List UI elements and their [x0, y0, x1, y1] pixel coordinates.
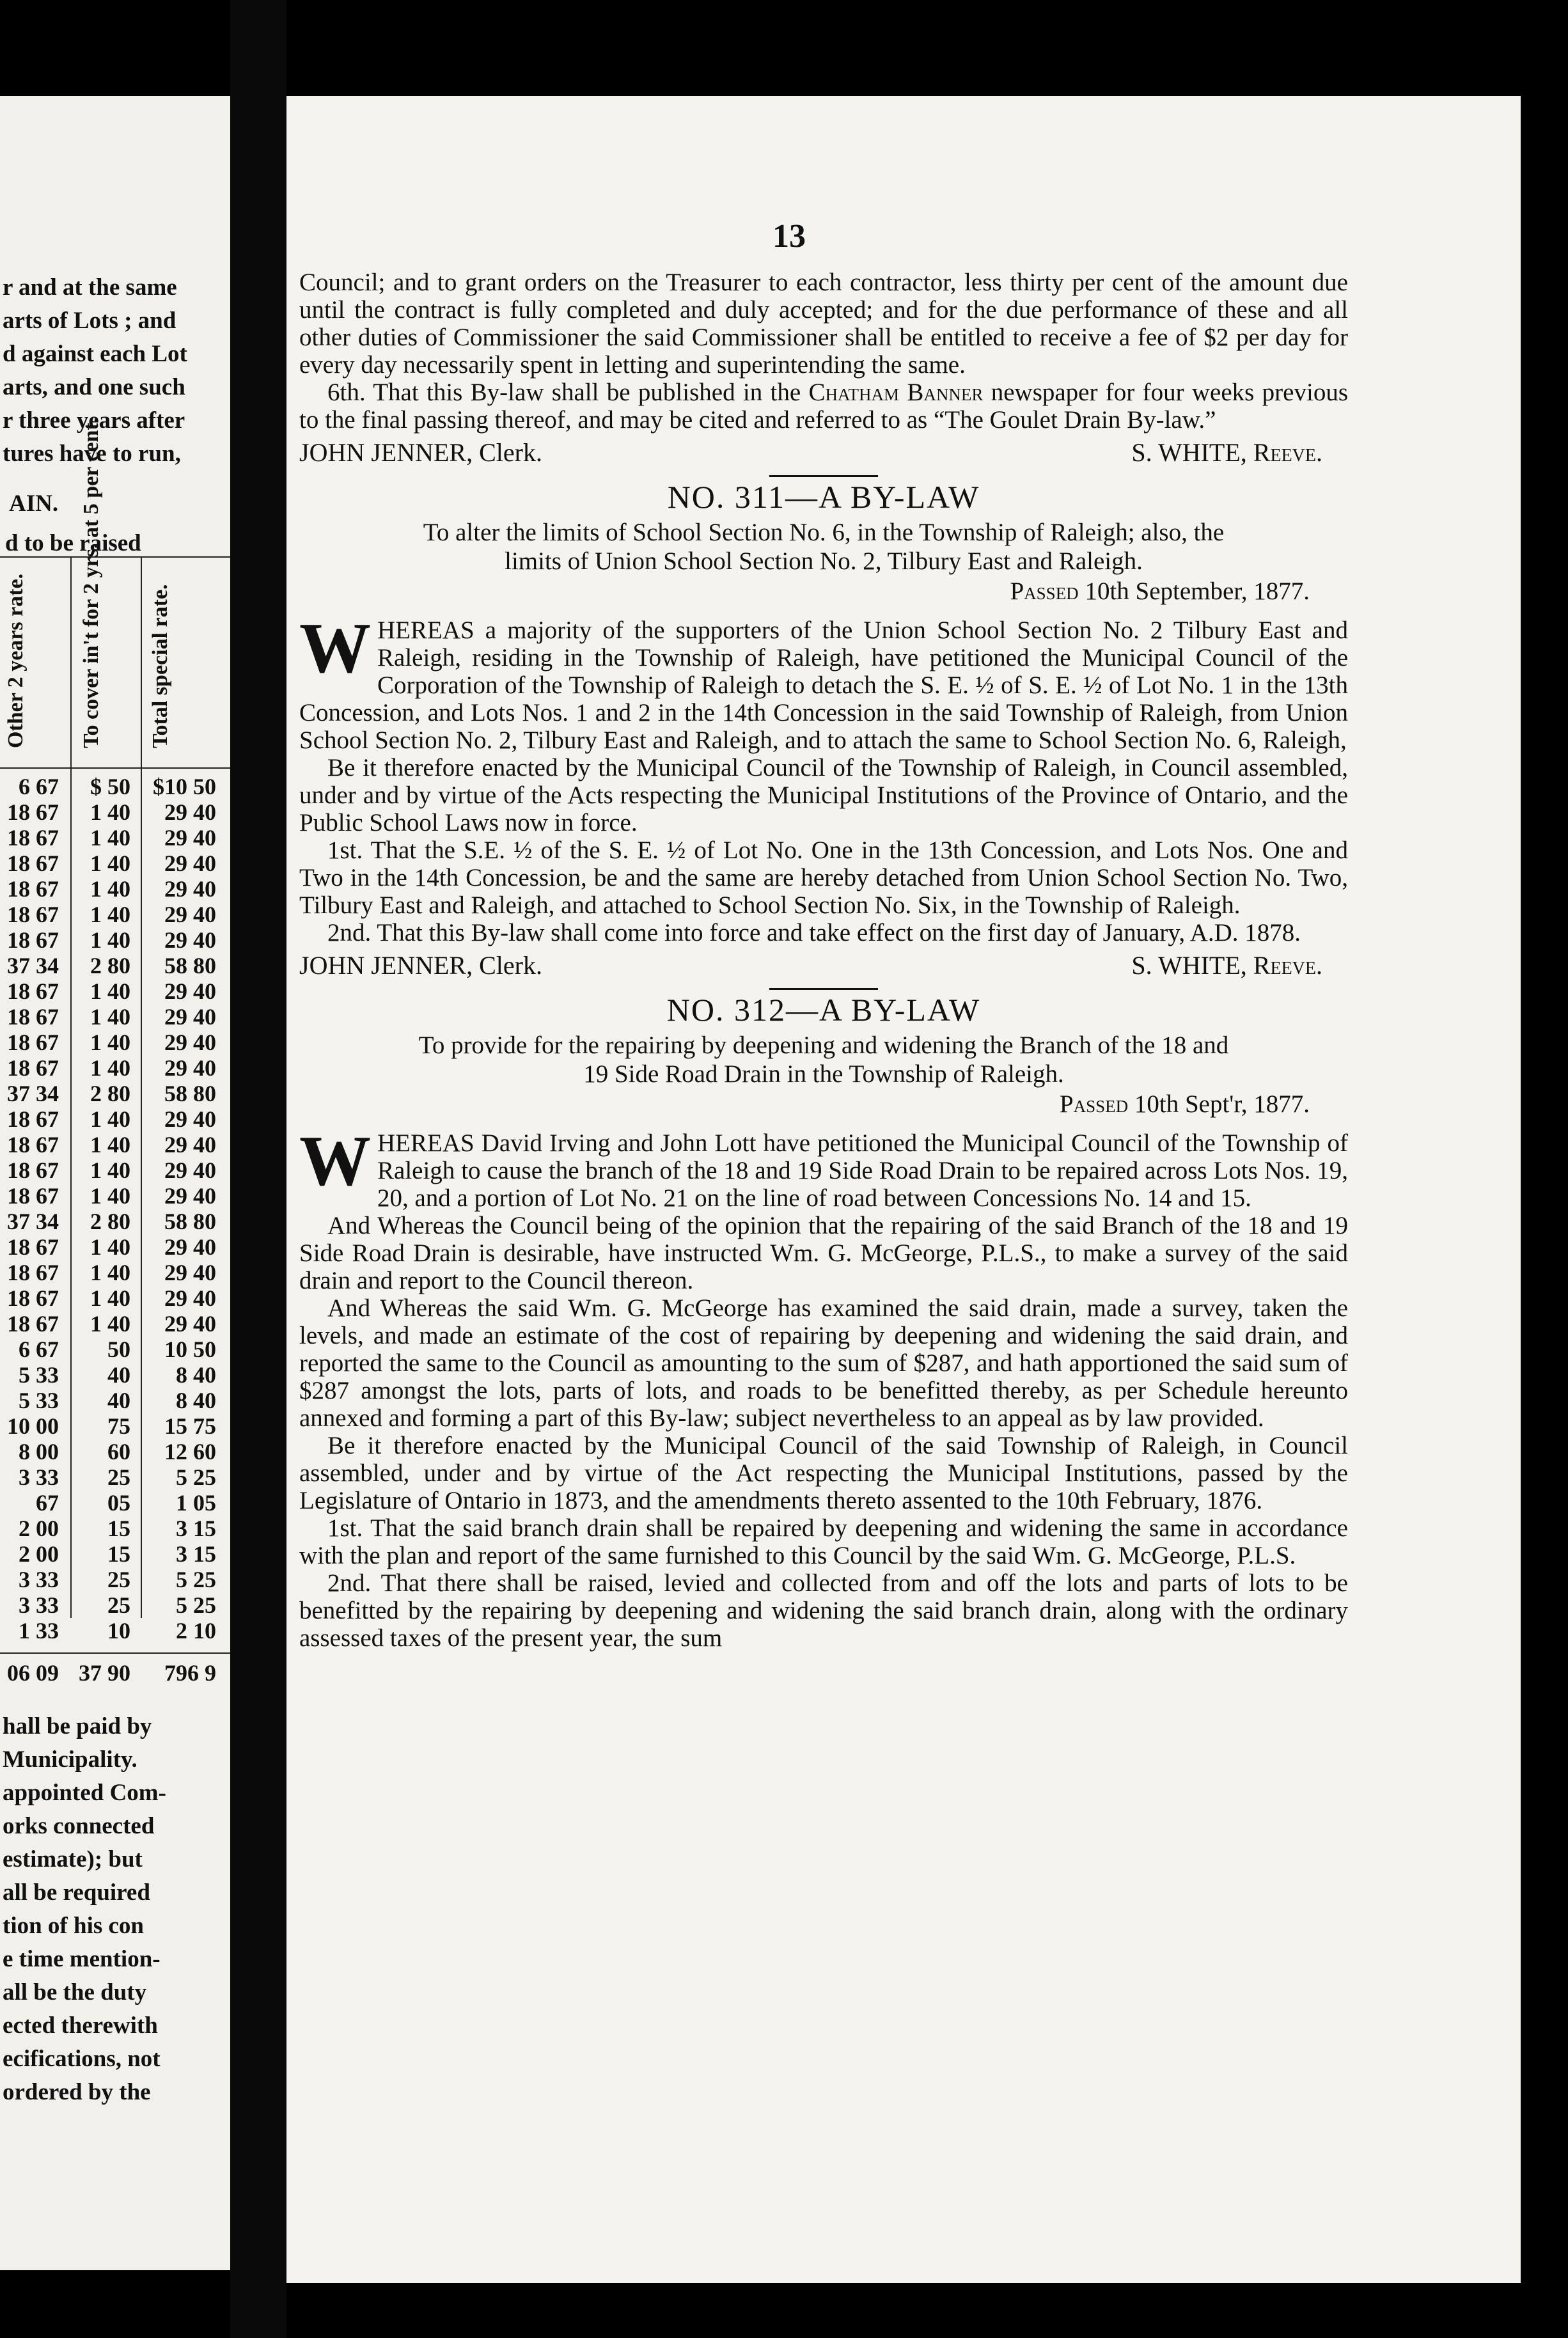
table-cell: 5 25 — [176, 1464, 216, 1490]
table-cell: 25 — [107, 1592, 130, 1618]
bylaw-311-heading: NO. 311—A BY-LAW — [667, 479, 980, 515]
table-row — [0, 1490, 230, 1516]
table-cell: 1 40 — [90, 1055, 130, 1081]
table-cell: 1 40 — [90, 1004, 130, 1030]
table-cell: 18 67 — [7, 1311, 59, 1337]
table-cell: 5 25 — [176, 1567, 216, 1592]
table-row — [0, 1209, 230, 1234]
table-cell: 10 50 — [164, 1337, 216, 1362]
table-cell: 15 75 — [164, 1413, 216, 1439]
table-cell: 1 05 — [176, 1490, 216, 1516]
table-row — [0, 1592, 230, 1618]
table-cell: 8 40 — [176, 1362, 216, 1388]
totals-row — [0, 1660, 230, 1686]
facing-page-line: ecifications, not — [3, 2046, 161, 2072]
reeve-signature: S. WHITE, Reeve. — [1131, 951, 1322, 980]
signature-line — [299, 439, 1348, 466]
table-cell: 25 — [107, 1567, 130, 1592]
table-cell: 29 40 — [164, 1004, 216, 1030]
total-cell: 37 90 — [79, 1660, 130, 1686]
bylaw-311-subtitle-2: limits of Union School Section No. 2, Tilbury East and Raleigh. — [505, 547, 1143, 575]
col-head-interest: To cover in't for 2 yrs. at 5 per cent. — [79, 417, 103, 748]
table-cell: 75 — [107, 1413, 130, 1439]
table-cell: 37 34 — [7, 1081, 59, 1106]
table-cell: 1 40 — [90, 1311, 130, 1337]
table-cell: 18 67 — [7, 799, 59, 825]
table-row — [0, 825, 230, 851]
table-cell: 1 40 — [90, 1234, 130, 1260]
table-row — [0, 1132, 230, 1157]
table-cell: 29 40 — [164, 1311, 216, 1337]
facing-page-line: all be required — [3, 1879, 150, 1906]
table-cell: 37 34 — [7, 953, 59, 978]
table-cell: 29 40 — [164, 876, 216, 902]
table-cell: 29 40 — [164, 1055, 216, 1081]
table-cell: 5 33 — [19, 1362, 59, 1388]
table-cell: 3 33 — [19, 1567, 59, 1592]
facing-page-line: tures have to run, — [3, 441, 181, 467]
facing-page-line: Municipality. — [3, 1746, 137, 1773]
table-cell: 18 67 — [7, 1234, 59, 1260]
facing-page-line: r and at the same — [3, 274, 177, 301]
table-cell: 29 40 — [164, 978, 216, 1004]
bylaw-311-first: 1st. That the S.E. ½ of the S. E. ½ of Lot No. One in the 13th Concession, and Lots Nos. One and Two in the 14th Concession, be and the same are hereby detached from Union School Section No. Two, Tilbury East and Raleigh, and attached to School Section No. Six, in the Township of Raleigh. — [299, 836, 1348, 919]
table-row — [0, 1541, 230, 1567]
table-cell: 6 67 — [19, 774, 59, 799]
table-cell: 58 80 — [164, 1081, 216, 1106]
facing-page-line: orks connected — [3, 1813, 155, 1839]
table-cell: 18 67 — [7, 1055, 59, 1081]
table-cell: 29 40 — [164, 1106, 216, 1132]
table-cell: 18 67 — [7, 1157, 59, 1183]
page-13 — [286, 96, 1521, 2283]
clerk-signature: JOHN JENNER, Clerk. — [299, 438, 542, 467]
table-cell: 18 67 — [7, 1004, 59, 1030]
table-row — [0, 1055, 230, 1081]
table-cell: $ 50 — [90, 774, 130, 799]
table-row — [0, 1464, 230, 1490]
bylaw-312-passed: Passed 10th Sept'r, 1877. — [1059, 1090, 1310, 1118]
table-cell: 2 80 — [90, 1081, 130, 1106]
facing-page-raised: d to be raised — [5, 530, 141, 556]
table-cell: 29 40 — [164, 799, 216, 825]
book-gutter — [230, 0, 286, 2338]
table-row — [0, 1516, 230, 1541]
table-row — [0, 902, 230, 927]
bylaw-312-paragraph-4: Be it therefore enacted by the Municipal Council of the said Township of Raleigh, in Council assembled, under and by virtue of the Act respecting the Municipal Institutions, passed by the Legislature of Ontario in 1873, and the amendments thereto assented to the 10th February, 1876. — [299, 1432, 1348, 1514]
table-row — [0, 799, 230, 825]
reeve-signature: S. WHITE, Reeve. — [1131, 438, 1322, 467]
table-cell: 50 — [107, 1337, 130, 1362]
table-cell: 1 40 — [90, 1157, 130, 1183]
facing-page-line: d against each Lot — [3, 341, 187, 367]
table-cell: 3 15 — [176, 1516, 216, 1541]
table-cell: 1 40 — [90, 851, 130, 876]
table-cell: 29 40 — [164, 1030, 216, 1055]
facing-page-line: estimate); but — [3, 1846, 143, 1872]
table-cell: 58 80 — [164, 1209, 216, 1234]
bylaw-311-enact: Be it therefore enacted by the Municipal Council of the Township of Raleigh, in Council assembled, under and by virtue of the Acts respecting the Municipal Institutions of the Province of Ontario, and the Public School Laws now in force. — [299, 754, 1348, 836]
table-cell: 1 40 — [90, 978, 130, 1004]
table-row — [0, 1106, 230, 1132]
table-cell: 3 15 — [176, 1541, 216, 1567]
bylaw-312-subtitle-2: 19 Side Road Drain in the Township of Raleigh. — [583, 1060, 1064, 1088]
table-row — [0, 876, 230, 902]
section-rule — [769, 475, 878, 477]
table-cell: 1 40 — [90, 1106, 130, 1132]
table-row — [0, 774, 230, 799]
col-head-total-special: Total special rate. — [148, 584, 172, 748]
facing-page-line: hall be paid by — [3, 1713, 152, 1739]
bylaw-311-subtitle-1: To alter the limits of School Section No. 6, in the Township of Raleigh; also, the — [423, 519, 1225, 546]
total-cell: 796 9 — [164, 1660, 216, 1686]
table-cell: 1 40 — [90, 927, 130, 953]
table-row — [0, 1439, 230, 1464]
table-row — [0, 851, 230, 876]
facing-page-line: ordered by the — [3, 2079, 151, 2105]
table-row — [0, 1388, 230, 1413]
table-cell: 29 40 — [164, 851, 216, 876]
bylaw-312-paragraph-2: And Whereas the Council being of the opinion that the repairing of the said Branch of the 18 and 19 Side Road Drain is desirable, have instructed Wm. G. McGeorge, P.L.S., to make a survey of the said drain and report to the Council thereon. — [299, 1212, 1348, 1294]
facing-page-line: arts, and one such — [3, 374, 185, 400]
table-cell: 1 40 — [90, 1260, 130, 1285]
bylaw-312-paragraph-6: 2nd. That there shall be raised, levied and collected from and off the lots and parts of lots to be benefitted by the repairing by deepening and widening the said branch drain, along with the ordinary assessed taxes of the present year, the sum — [299, 1569, 1348, 1652]
bylaw-311-whereas: WHEREAS a majority of the supporters of the Union School Section No. 2 Tilbury East and Raleigh, residing in the Township of Raleigh, have petitioned the Municipal Council of the Corporation of the Township of Raleigh to detach the S. E. ½ of S. E. ½ of Lot No. 1 in the 13th Concession, and Lots Nos. 1 and 2 in the 14th Concession in the said Township of Raleigh, from Union School Section No. 2, Tilbury East and Raleigh, and to attach the same to School Section No. 6, Raleigh, — [299, 609, 1348, 754]
table-cell: 15 — [107, 1516, 130, 1541]
table-cell: 1 40 — [90, 1132, 130, 1157]
table-cell: 1 40 — [90, 825, 130, 851]
table-cell: 60 — [107, 1439, 130, 1464]
table-cell: 3 33 — [19, 1592, 59, 1618]
facing-page — [0, 96, 230, 2270]
intro-paragraph: Council; and to grant orders on the Treasurer to each contractor, less thirty per cent of the amount due until the contract is fully completed and duly accepted; and for the due performance of these and all other duties of Commissioner the said Commissioner shall be entitled to receive a fee of $2 per day for every day necessarily spent in letting and superintending the same. — [299, 269, 1348, 379]
table-cell: 2 80 — [90, 1209, 130, 1234]
table-row — [0, 1567, 230, 1592]
table-cell: 8 40 — [176, 1388, 216, 1413]
table-cell: 37 34 — [7, 1209, 59, 1234]
table-cell: 18 67 — [7, 1183, 59, 1209]
table-cell: 2 00 — [19, 1541, 59, 1567]
table-cell: 29 40 — [164, 1183, 216, 1209]
table-cell: 6 67 — [19, 1337, 59, 1362]
table-row — [0, 1081, 230, 1106]
table-cell: 29 40 — [164, 1260, 216, 1285]
bylaw-312-whereas: WHEREAS David Irving and John Lott have petitioned the Municipal Council of the Township of Raleigh to cause the branch of the 18 and 19 Side Road Drain to be repaired across Lots Nos. 19, 20, and a portion of Lot No. 21 on the line of road between Concessions No. 14 and 15. — [299, 1122, 1348, 1212]
table-cell: 12 60 — [164, 1439, 216, 1464]
table-cell: 58 80 — [164, 953, 216, 978]
table-cell: 2 00 — [19, 1516, 59, 1541]
facing-page-line: ected therewith — [3, 2012, 158, 2039]
table-cell: 29 40 — [164, 1132, 216, 1157]
table-cell: 1 33 — [19, 1618, 59, 1644]
facing-page-line: arts of Lots ; and — [3, 308, 176, 334]
table-cell: 10 00 — [7, 1413, 59, 1439]
drop-cap: W — [299, 1122, 371, 1201]
table-cell: 29 40 — [164, 902, 216, 927]
table-row — [0, 1157, 230, 1183]
clerk-signature: JOHN JENNER, Clerk. — [299, 951, 542, 980]
table-row — [0, 1337, 230, 1362]
table-row — [0, 1234, 230, 1260]
table-cell: 1 40 — [90, 1285, 130, 1311]
total-cell: 06 09 — [7, 1660, 59, 1686]
table-cell: 1 40 — [90, 1030, 130, 1055]
page-content — [299, 269, 1348, 1652]
table-row — [0, 1618, 230, 1644]
bylaw-311-second: 2nd. That this By-law shall come into force and take effect on the first day of January, A.D. 1878. — [327, 919, 1301, 946]
bylaw-312-heading: NO. 312—A BY-LAW — [666, 992, 981, 1028]
table-row — [0, 927, 230, 953]
table-cell: 1 40 — [90, 1183, 130, 1209]
table-row — [0, 1183, 230, 1209]
table-row — [0, 1413, 230, 1439]
table-cell: 18 67 — [7, 902, 59, 927]
newspaper-name: Chatham Banner — [808, 379, 984, 406]
table-cell: 5 33 — [19, 1388, 59, 1413]
facing-page-line: tion of his con — [3, 1913, 145, 1939]
table-cell: 3 33 — [19, 1464, 59, 1490]
table-cell: 18 67 — [7, 1285, 59, 1311]
page-number: 13 — [772, 218, 806, 255]
table-cell: 8 00 — [19, 1439, 59, 1464]
table-cell: 40 — [107, 1362, 130, 1388]
facing-page-line: r three years after — [3, 407, 185, 434]
table-cell: 1 40 — [90, 902, 130, 927]
facing-page-line: e time mention- — [3, 1946, 161, 1972]
table-cell: 18 67 — [7, 876, 59, 902]
bylaw-312-subtitle-1: To provide for the repairing by deepening and widening the Branch of the 18 and — [418, 1032, 1229, 1059]
table-cell: 29 40 — [164, 825, 216, 851]
table-cell: 05 — [107, 1490, 130, 1516]
table-cell: 1 40 — [90, 876, 130, 902]
totals-rule — [0, 1652, 230, 1654]
facing-page-ain: AIN. — [9, 490, 59, 517]
table-cell: 1 40 — [90, 799, 130, 825]
table-cell: $10 50 — [153, 774, 216, 799]
table-cell: 67 — [36, 1490, 59, 1516]
table-cell: 29 40 — [164, 1234, 216, 1260]
table-cell: 29 40 — [164, 1285, 216, 1311]
facing-page-line: all be the duty — [3, 1979, 147, 2005]
table-row — [0, 1260, 230, 1285]
table-cell: 25 — [107, 1464, 130, 1490]
table-cell: 40 — [107, 1388, 130, 1413]
table-cell: 15 — [107, 1541, 130, 1567]
table-cell: 18 67 — [7, 1106, 59, 1132]
table-row — [0, 1285, 230, 1311]
bylaw-311-passed: Passed 10th September, 1877. — [1010, 577, 1310, 605]
sixth-clause: 6th. That this By-law shall be published in the Chatham Banner newspaper for four weeks previous to the final passing thereof, and may be cited and referred to as “The Goulet Drain By-law.” — [299, 379, 1348, 434]
table-row — [0, 1362, 230, 1388]
signature-line — [299, 952, 1348, 979]
table-cell: 18 67 — [7, 825, 59, 851]
table-cell: 2 10 — [176, 1618, 216, 1644]
table-cell: 29 40 — [164, 1157, 216, 1183]
table-cell: 18 67 — [7, 1132, 59, 1157]
table-cell: 2 80 — [90, 953, 130, 978]
section-rule — [769, 988, 878, 990]
table-cell: 29 40 — [164, 927, 216, 953]
table-cell: 5 25 — [176, 1592, 216, 1618]
table-row — [0, 1030, 230, 1055]
bylaw-312-paragraph-3: And Whereas the said Wm. G. McGeorge has examined the said drain, made a survey, taken the levels, and made an estimate of the cost of repairing by deepening and widening the said drain, and reported the same to the Council as amounting to the sum of $287, and hath apportioned the said sum of $287 amongst the lots, parts of lots, and roads to be benefitted thereby, as per Schedule hereunto annexed and forming a part of this By-law; subject nevertheless to an appeal as by law provided. — [299, 1294, 1348, 1432]
facing-page-line: appointed Com- — [3, 1780, 166, 1806]
table-row — [0, 1004, 230, 1030]
table-row — [0, 978, 230, 1004]
bylaw-312-paragraph-5: 1st. That the said branch drain shall be repaired by deepening and widening the same in accordance with the plan and report of the same furnished to this Council by the said Wm. G. McGeorge, P.L.S. — [299, 1514, 1348, 1569]
table-cell: 18 67 — [7, 927, 59, 953]
drop-cap: W — [299, 609, 371, 688]
table-cell: 18 67 — [7, 851, 59, 876]
table-cell: 10 — [107, 1618, 130, 1644]
table-row — [0, 953, 230, 978]
col-head-other-2-years: Other 2 years rate. — [4, 573, 27, 748]
table-cell: 18 67 — [7, 1030, 59, 1055]
table-cell: 18 67 — [7, 978, 59, 1004]
rate-rows — [0, 774, 230, 1686]
table-row — [0, 1311, 230, 1337]
table-cell: 18 67 — [7, 1260, 59, 1285]
